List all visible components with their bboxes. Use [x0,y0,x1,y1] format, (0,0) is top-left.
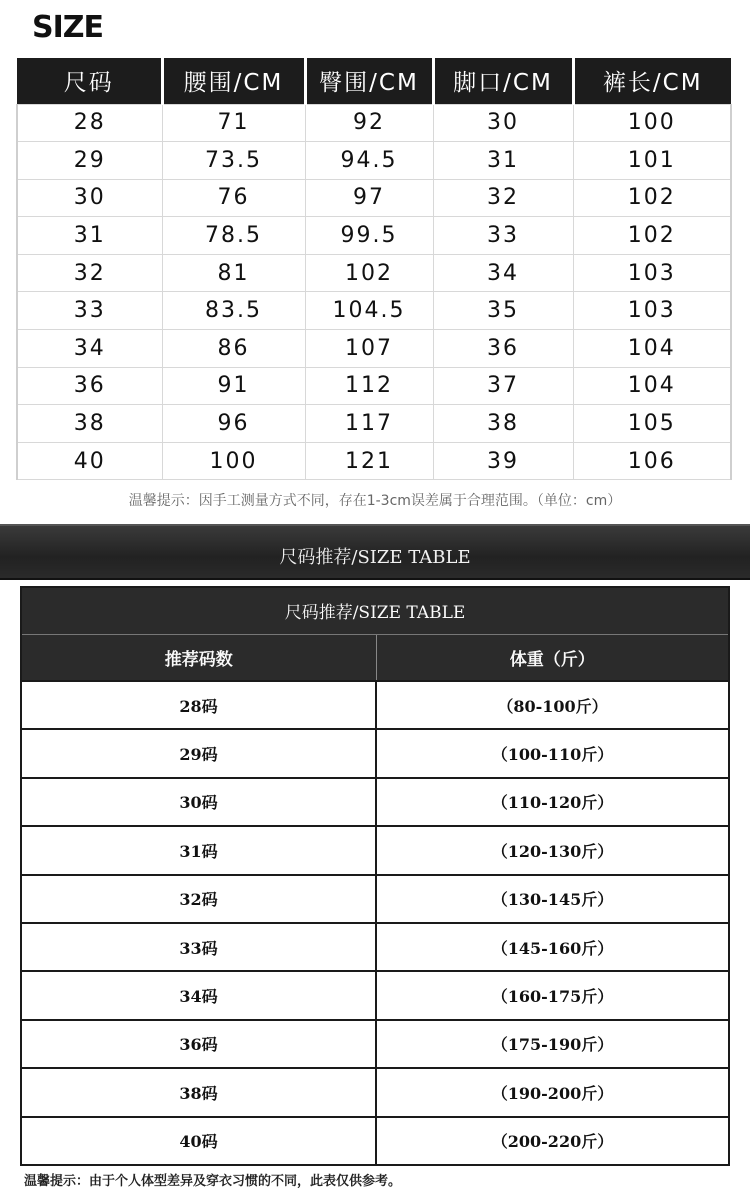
size-table-cell: 31 [433,142,573,180]
size-table-cell: 73.5 [162,142,305,180]
size-table-cell: 36 [17,367,162,405]
size-table-cell: 117 [305,405,433,443]
recommendation-row [21,826,729,874]
size-table-cell: 121 [305,442,433,480]
size-table-row [17,254,731,292]
header-waist: 腰围/CM [162,58,305,104]
size-table-row [17,367,731,405]
size-table-cell: 37 [433,367,573,405]
size-table-cell: 32 [17,254,162,292]
recommendation-row [21,971,729,1019]
size-table-cell: 103 [573,254,731,292]
size-table-cell: 30 [17,179,162,217]
size-table-cell: 103 [573,292,731,330]
reference-note: 温馨提示：由于个人体型差异及穿衣习惯的不同，此表仅供参考。 [24,1174,402,1189]
measurement-note: 温馨提示：因手工测量方式不同，存在1-3cm误差属于合理范围。（单位：cm） [128,493,622,509]
weight-range-cell: （110-120斤） [376,778,729,826]
weight-range-cell: （160-175斤） [376,971,729,1019]
recommendation-row [21,1020,729,1068]
header-length: 裤长/CM [573,58,731,104]
size-table-cell: 112 [305,367,433,405]
size-table-cell: 40 [17,442,162,480]
size-table-row [17,442,731,480]
size-table-cell: 31 [17,217,162,255]
size-table-cell: 33 [17,292,162,330]
recommendation-row [21,875,729,923]
weight-range-cell: （130-145斤） [376,875,729,923]
size-table-cell: 38 [17,405,162,443]
size-chart-section [0,0,750,522]
size-table-cell: 29 [17,142,162,180]
rec-title-row [21,587,729,634]
size-table-cell: 76 [162,179,305,217]
size-table-cell: 100 [162,442,305,480]
weight-range-cell: （200-220斤） [376,1117,729,1165]
size-table-row [17,292,731,330]
size-table-cell: 28 [17,104,162,142]
size-table-cell: 86 [162,330,305,368]
size-table-cell: 96 [162,405,305,443]
size-table-cell: 39 [433,442,573,480]
recommendation-row [21,778,729,826]
recommended-size-cell: 29码 [21,729,376,777]
recommendation-row [21,1068,729,1116]
size-table-cell: 106 [573,442,731,480]
recommended-size-cell: 36码 [21,1020,376,1068]
recommended-size-cell: 40码 [21,1117,376,1165]
size-table-row [17,104,731,142]
size-table-cell: 92 [305,104,433,142]
recommendation-row [21,1117,729,1165]
size-table-cell: 38 [433,405,573,443]
recommended-size-cell: 38码 [21,1068,376,1116]
size-table-cell: 35 [433,292,573,330]
size-table-cell: 102 [305,254,433,292]
recommended-size-cell: 28码 [21,681,376,729]
size-table-cell: 83.5 [162,292,305,330]
recommendation-section [0,580,750,1191]
recommended-size-cell: 33码 [21,923,376,971]
size-table-cell: 36 [433,330,573,368]
size-table-cell: 71 [162,104,305,142]
rec-header-row [21,634,729,681]
size-table-cell: 100 [573,104,731,142]
size-table-cell: 32 [433,179,573,217]
size-table-cell: 105 [573,405,731,443]
recommended-size-cell: 30码 [21,778,376,826]
size-table-cell: 97 [305,179,433,217]
weight-range-cell: （190-200斤） [376,1068,729,1116]
weight-range-cell: （175-190斤） [376,1020,729,1068]
size-table-cell: 107 [305,330,433,368]
header-hip: 臀围/CM [305,58,433,104]
size-table-cell: 34 [433,254,573,292]
header-recommended-size: 推荐码数 [21,634,376,681]
size-table-cell: 102 [573,179,731,217]
recommendation-row [21,923,729,971]
weight-range-cell: （145-160斤） [376,923,729,971]
size-table-cell: 94.5 [305,142,433,180]
size-table-header-row [17,58,731,104]
weight-range-cell: （100-110斤） [376,729,729,777]
recommendation-row [21,729,729,777]
size-table-cell: 101 [573,142,731,180]
size-table-row [17,405,731,443]
header-leg-opening: 脚口/CM [433,58,573,104]
weight-range-cell: （80-100斤） [376,681,729,729]
header-weight: 体重（斤） [376,634,729,681]
recommendation-row [21,681,729,729]
size-table-cell: 30 [433,104,573,142]
size-table-banner [0,524,750,580]
size-table-cell: 99.5 [305,217,433,255]
size-table-cell: 81 [162,254,305,292]
size-table [16,58,732,480]
recommendation-table [20,586,730,1166]
size-table-row [17,330,731,368]
size-table-cell: 104.5 [305,292,433,330]
recommended-size-cell: 32码 [21,875,376,923]
recommended-size-cell: 31码 [21,826,376,874]
size-table-cell: 78.5 [162,217,305,255]
banner-title: 尺码推荐/SIZE TABLE [279,547,471,568]
size-table-cell: 104 [573,367,731,405]
size-table-cell: 102 [573,217,731,255]
recommended-size-cell: 34码 [21,971,376,1019]
size-table-cell: 34 [17,330,162,368]
size-table-row [17,142,731,180]
size-table-row [17,217,731,255]
size-title: SIZE [32,10,104,45]
size-table-cell: 91 [162,367,305,405]
size-table-cell: 33 [433,217,573,255]
header-size: 尺码 [17,58,162,104]
size-table-cell: 104 [573,330,731,368]
size-table-row [17,179,731,217]
weight-range-cell: （120-130斤） [376,826,729,874]
rec-table-title: 尺码推荐/SIZE TABLE [21,587,729,634]
